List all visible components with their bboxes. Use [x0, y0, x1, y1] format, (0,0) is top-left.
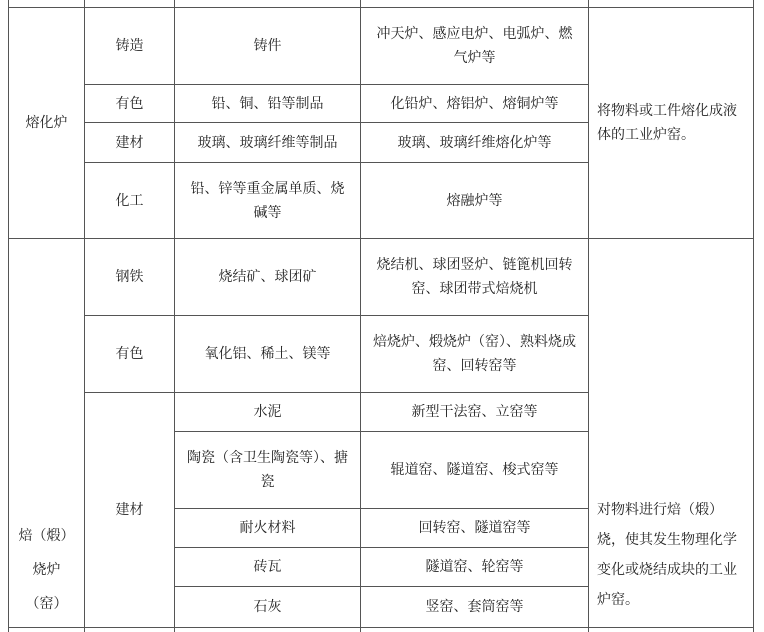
- category-label: 熔化炉: [25, 115, 68, 131]
- industry-label: 建材: [115, 502, 144, 518]
- industry-label: 建材: [115, 134, 144, 151]
- description-cell-roasting: [589, 239, 753, 627]
- industry-cell: [85, 316, 174, 392]
- furnace-label: 竖窑、套筒窑等: [425, 599, 524, 615]
- description-text: 对物料进行焙（煅）烧，使其发生物理化学变化或烧结成块的工业炉窑。: [597, 502, 737, 608]
- furnace-cell: [361, 587, 588, 627]
- furnace-label: 烧结机、球团竖炉、链篦机回转窑、球团带式焙烧机: [376, 257, 573, 297]
- product-label: 耐火材料: [239, 520, 296, 536]
- furnace-cell: [361, 123, 588, 162]
- furnace-cell: [361, 432, 588, 508]
- product-cell: [175, 548, 360, 586]
- category-cell-roasting: [9, 239, 84, 627]
- furnace-label: 新型干法窑、立窑等: [411, 404, 538, 420]
- product-label: 水泥: [253, 404, 282, 420]
- product-label: 陶瓷（含卫生陶瓷等）、搪瓷: [187, 450, 348, 490]
- product-label: 氧化铝、稀土、镁等: [204, 346, 331, 362]
- product-cell: [175, 239, 360, 315]
- industry-cell: [85, 163, 174, 238]
- industry-cell: [85, 123, 174, 162]
- product-cell: [175, 587, 360, 627]
- furnace-cell: [361, 316, 588, 392]
- product-cell: [175, 316, 360, 392]
- category-cell-melting: [9, 8, 84, 238]
- furnace-cell: [361, 509, 588, 547]
- furnace-label: 熔融炉等: [446, 192, 503, 209]
- industry-cell: [85, 239, 174, 315]
- product-cell: [175, 123, 360, 162]
- industry-cell: [85, 85, 174, 122]
- product-cell: [175, 85, 360, 122]
- industry-label: 有色: [115, 95, 144, 112]
- furnace-cell: [361, 393, 588, 431]
- description-cell-melting: [589, 8, 753, 238]
- product-cell: [175, 393, 360, 431]
- furnace-cell: [361, 239, 588, 315]
- furnace-label: 隧道窑、轮窑等: [425, 559, 524, 575]
- industry-label: 有色: [115, 346, 144, 362]
- product-label: 铅、锌等重金属单质、烧碱等: [190, 180, 345, 221]
- furnace-label: 冲天炉、感应电炉、电弧炉、燃气炉等: [376, 26, 573, 66]
- product-cell: [175, 509, 360, 547]
- product-label: 玻璃、玻璃纤维等制品: [197, 134, 338, 151]
- product-cell: [175, 8, 360, 84]
- furnace-label: 辊道窑、隧道窑、梭式窑等: [390, 462, 559, 478]
- description-text: 将物料或工件熔化成液体的工业炉窑。: [597, 103, 737, 143]
- furnace-cell: [361, 85, 588, 122]
- product-label: 石灰: [253, 599, 282, 615]
- furnace-label: 回转窑、隧道窑等: [418, 520, 531, 536]
- industry-label: 化工: [115, 192, 144, 209]
- furnace-cell: [361, 548, 588, 586]
- product-label: 铅、铜、铅等制品: [211, 95, 324, 112]
- furnace-cell: [361, 163, 588, 238]
- furnace-label: 化铅炉、熔铝炉、熔铜炉等: [390, 95, 559, 112]
- industry-label: 钢铁: [115, 269, 144, 285]
- industry-cell: [85, 8, 174, 84]
- furnace-label: 玻璃、玻璃纤维熔化炉等: [397, 134, 552, 151]
- product-label: 烧结矿、球团矿: [218, 269, 317, 285]
- product-cell: [175, 163, 360, 238]
- product-label: 铸件: [253, 38, 282, 54]
- industry-label: 铸造: [115, 38, 144, 54]
- product-cell: [175, 432, 360, 508]
- category-label: 焙（煅）烧炉（窑）: [18, 528, 75, 612]
- industry-cell: [85, 393, 174, 627]
- furnace-cell: [361, 8, 588, 84]
- furnace-label: 焙烧炉、煅烧炉（窑）、熟料烧成窑、回转窑等: [373, 334, 576, 374]
- product-label: 砖瓦: [253, 559, 282, 575]
